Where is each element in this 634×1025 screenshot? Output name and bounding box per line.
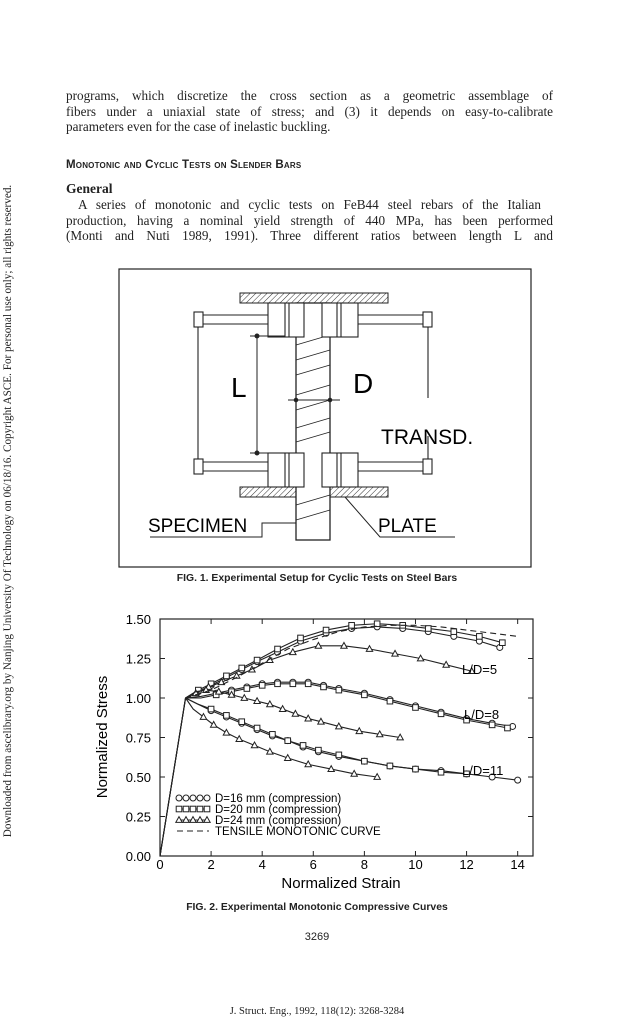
square-marker bbox=[387, 698, 393, 704]
square-marker bbox=[204, 806, 210, 812]
square-marker bbox=[362, 692, 368, 698]
journal-citation: J. Struct. Eng., 1992, 118(12): 3268-3284 bbox=[229, 1006, 405, 1017]
triangle-marker bbox=[200, 714, 206, 720]
label-d: D bbox=[353, 368, 374, 399]
y-tick-label: 0.25 bbox=[125, 809, 151, 825]
section-heading: Monotonic and Cyclic Tests on Slender Bars bbox=[66, 159, 302, 171]
x-tick-label: 12 bbox=[459, 857, 474, 872]
circle-marker bbox=[176, 795, 182, 801]
square-marker bbox=[336, 752, 342, 758]
label-transd: TRANSD. bbox=[381, 426, 474, 449]
square-marker bbox=[500, 640, 506, 646]
triangle-marker bbox=[223, 729, 229, 735]
square-marker bbox=[275, 681, 281, 687]
intro-line-1: programs, which discretize the cross section as a geometric assemblage of bbox=[66, 88, 553, 103]
annotation-ld11: L/D=11 bbox=[462, 763, 504, 778]
square-marker bbox=[183, 806, 189, 812]
x-axis-label: Normalized Strain bbox=[281, 875, 401, 892]
circle-marker bbox=[204, 795, 210, 801]
x-tick-label: 8 bbox=[360, 857, 369, 872]
square-marker bbox=[438, 711, 444, 717]
square-marker bbox=[477, 634, 483, 640]
x-tick-label: 10 bbox=[408, 857, 423, 872]
square-marker bbox=[336, 687, 342, 693]
legend-label: TENSILE MONOTONIC CURVE bbox=[215, 826, 381, 838]
fig2-caption: FIG. 2. Experimental Monotonic Compressive Curves bbox=[186, 902, 448, 913]
label-specimen: SPECIMEN bbox=[148, 516, 248, 537]
square-marker bbox=[254, 657, 260, 663]
chart-legend bbox=[176, 793, 381, 838]
square-marker bbox=[321, 684, 327, 690]
label-l: L bbox=[231, 372, 247, 403]
square-marker bbox=[254, 725, 260, 731]
legend-label: D=16 mm (compression) bbox=[215, 793, 342, 805]
x-tick-label: 0 bbox=[156, 857, 164, 872]
para-line-1: A series of monotonic and cyclic tests on FeB44 steel rebars of the Italian bbox=[78, 197, 541, 212]
para-line-2: production, having a nominal yield strength of 440 MPa, has been performed bbox=[66, 212, 553, 228]
y-axis-label: Normalized Stress bbox=[94, 675, 111, 799]
fig1-caption: FIG. 1. Experimental Setup for Cyclic Tests on Steel Bars bbox=[176, 573, 458, 584]
subheading: General bbox=[66, 181, 113, 196]
square-marker bbox=[290, 681, 296, 687]
square-marker bbox=[451, 629, 457, 635]
square-marker bbox=[323, 627, 329, 633]
para-line-3: (Monti and Nuti 1989, 1991). Three different ratios between length L and bbox=[66, 228, 553, 243]
square-marker bbox=[275, 646, 281, 652]
square-marker bbox=[349, 623, 355, 629]
circle-marker bbox=[197, 795, 203, 801]
circle-marker bbox=[515, 777, 521, 783]
x-tick-label: 4 bbox=[258, 857, 266, 872]
x-tick-label: 14 bbox=[510, 857, 525, 872]
square-marker bbox=[239, 665, 245, 671]
square-marker bbox=[259, 683, 265, 689]
y-tick-label: 1.50 bbox=[125, 612, 151, 627]
circle-marker bbox=[183, 795, 189, 801]
legend-label: D=24 mm (compression) bbox=[215, 815, 342, 827]
y-tick-label: 0.50 bbox=[125, 770, 151, 785]
square-marker bbox=[438, 769, 444, 775]
y-tick-label: 0.00 bbox=[125, 849, 151, 864]
square-marker bbox=[300, 743, 306, 749]
square-marker bbox=[305, 681, 311, 687]
annotation-ld8: L/D=8 bbox=[464, 707, 500, 722]
square-marker bbox=[387, 763, 393, 769]
square-marker bbox=[362, 758, 368, 764]
intro-line-3: parameters even for the case of inelastic buckling. bbox=[66, 119, 331, 134]
square-marker bbox=[197, 806, 203, 812]
square-marker bbox=[176, 806, 182, 812]
square-marker bbox=[316, 747, 322, 753]
square-marker bbox=[224, 673, 230, 679]
square-marker bbox=[244, 686, 250, 692]
x-tick-label: 2 bbox=[207, 857, 215, 872]
square-marker bbox=[239, 719, 245, 725]
square-marker bbox=[285, 738, 291, 744]
square-marker bbox=[270, 732, 276, 738]
square-marker bbox=[489, 722, 495, 728]
label-plate: PLATE bbox=[378, 516, 437, 537]
legend-entry-3 bbox=[177, 826, 381, 838]
square-marker bbox=[413, 766, 419, 772]
legend-label: D=20 mm (compression) bbox=[215, 804, 342, 816]
y-tick-label: 1.00 bbox=[125, 691, 151, 706]
square-marker bbox=[413, 705, 419, 711]
x-tick-label: 6 bbox=[309, 857, 317, 872]
square-marker bbox=[208, 706, 214, 712]
annotation-ld5: L/D=5 bbox=[462, 662, 498, 677]
square-marker bbox=[190, 806, 196, 812]
square-marker bbox=[224, 713, 230, 719]
circle-marker bbox=[190, 795, 196, 801]
square-marker bbox=[505, 725, 511, 731]
triangle-marker bbox=[210, 721, 216, 727]
page-number: 3269 bbox=[304, 931, 330, 943]
download-notice: Downloaded from ascelibrary.org by Nanjing University Of Technology on 06/18/16. Copyright ASCE. For personal use only; all rights reserved. bbox=[2, 184, 14, 838]
square-marker bbox=[298, 635, 304, 641]
series-4 bbox=[186, 681, 511, 731]
y-tick-label: 1.25 bbox=[125, 651, 151, 667]
intro-line-2: fibers under a uniaxial state of stress; and (3) it depends on easy-to-calibrate bbox=[66, 103, 553, 119]
y-tick-label: 0.75 bbox=[125, 730, 151, 746]
